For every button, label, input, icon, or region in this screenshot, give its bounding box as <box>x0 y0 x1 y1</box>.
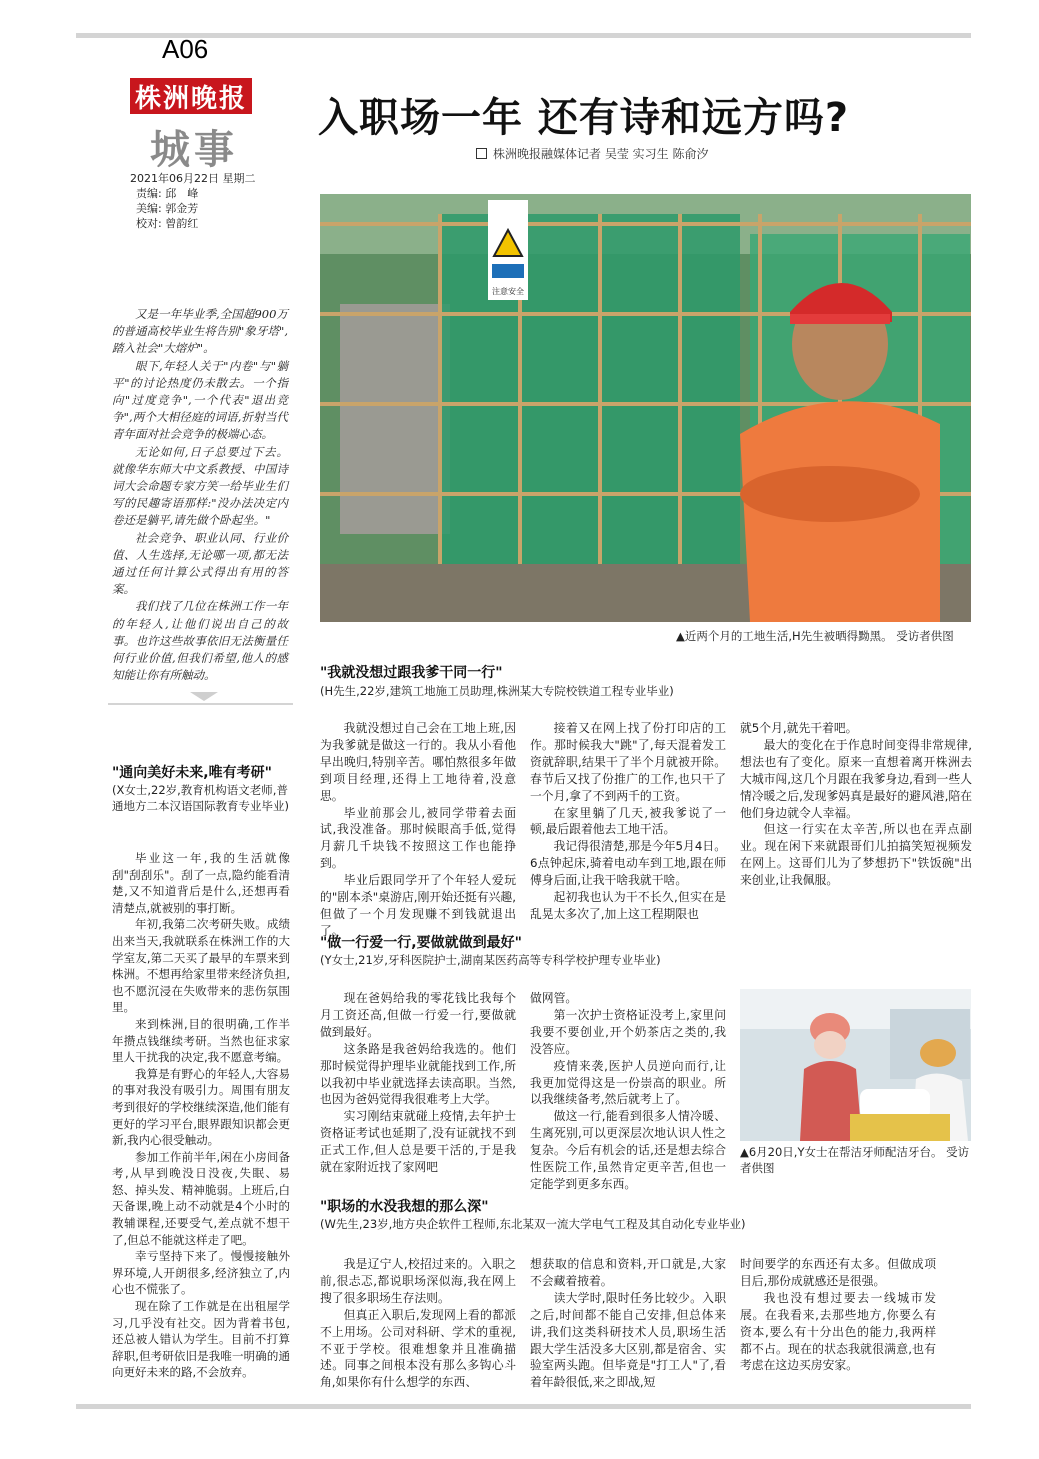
story-y-desc: (Y女士,21岁,牙科医院护士,湖南某医药高等专科学校护理专业毕业) <box>320 953 661 967</box>
paragraph: 我算是有野心的年轻人,大容易的事对我没有吸引力。周围有朋友考到很好的学校继续深造,他们能有更好的学习平台,眼界跟知识都会更新,我内心很受触动。 <box>112 1066 290 1148</box>
paragraph: 起初我也认为干不长久,但实在是乱晃太多次了,加上这工程期限也 <box>530 890 726 921</box>
photo1-caption: ▲近两个月的工地生活,H先生被晒得黝黑。 受访者供图 <box>676 629 954 643</box>
story-x-desc: (X女士,22岁,教育机构语文老师,普通地方二本汉语国际教育专业毕业) <box>112 783 289 813</box>
paragraph: 毕业前那会儿,被同学带着去面试,我没准备。那时候眼高手低,觉得月薪几千块钱不按照这工作也能挣到。 <box>320 805 516 871</box>
paragraph: 现在爸妈给我的零花钱比我每个月工资还高,但做一行爱一行,要做就做到最好。 <box>320 991 516 1039</box>
intro-text <box>112 306 288 684</box>
bottom-rule <box>76 1404 971 1409</box>
story-y-title: "做一行爱一行,要做就做到最好" <box>320 935 522 951</box>
intro-paragraph: 我们找了几位在株洲工作一年的年轻人,让他们说出自己的故事。也许这些故事依旧无法衡量任何行业价值,但我们希望,他人的感知能让你有所触动。 <box>112 599 288 683</box>
paragraph: 接着又在网上找了份打印店的工作。那时候我大"跳"了,每天混着发工资就辞职,结果干了半个月就被开除。春节后又找了份推广的工作,也只干了一个月,拿了不到两千的工资。 <box>530 721 726 803</box>
story-w-desc: (W先生,23岁,地方央企软件工程师,东北某双一流大学电气工程及其自动化专业毕业) <box>320 1217 746 1231</box>
paragraph: 在家里躺了几天,被我爹说了一顿,最后跟着他去工地干活。 <box>530 805 726 837</box>
paragraph: 毕业后跟同学开了个年轻人爱玩的"剧本杀"桌游店,刚开始还挺有兴趣,但做了一个月发现赚不到钱就退出了。 <box>320 873 516 938</box>
story-h-title: "我就没想过跟我爹干同一行" <box>320 665 503 681</box>
proofreader-line: 校对: 曾韵红 <box>136 217 199 230</box>
intro-divider <box>108 703 293 705</box>
square-bullet-icon <box>476 148 487 159</box>
paragraph: 做网管。 <box>530 991 578 1005</box>
date-line: 2021年06月22日 星期二 <box>130 172 256 185</box>
story-y-column-1 <box>320 990 516 1176</box>
story-w-title: "职场的水没我想的那么深" <box>320 1199 489 1215</box>
paragraph: 幸亏坚持下来了。慢慢接触外界环境,人开朗很多,经济独立了,内心也不慌张了。 <box>112 1249 290 1297</box>
paragraph: 这条路是我爸妈给我选的。他们那时候觉得护理毕业就能找到工作,所以我初中毕业就选择去读高职。当然,也因为爸妈觉得我很难考上大学。 <box>320 1041 516 1107</box>
story-x-title: "通向美好未来,唯有考研" <box>112 765 272 781</box>
paragraph: 做这一行,能看到很多人情冷暖、生离死别,可以更深层次地认识人性之复杂。今后有机会的话,还是想去综合性医院工作,虽然肯定更辛苦,但也一定能学到更多东西。 <box>530 1109 726 1191</box>
paragraph: 现在除了工作就是在出租屋学习,几乎没有社交。因为背着书包,还总被人错认为学生。目前不打算辞职,但考研依旧是我唯一明确的通向更好未来的路,不会放弃。 <box>112 1299 290 1380</box>
paragraph: 最大的变化在于作息时间变得非常规律,想法也有了变化。原来一直想着离开株洲去大城市闯,这几个月跟在我爹身边,看到一些人情冷暖之后,发现爹妈真是最好的避风港,陪在他们身边就令人幸福。 <box>740 737 972 820</box>
paragraph: 但这一行实在太辛苦,所以也在弄点副业。现在闲下来就跟哥们儿拍搞笑短视频发在网上。这哥们儿为了梦想扔下"铁饭碗"出来创业,让我佩服。 <box>740 822 972 888</box>
editor-line: 责编: 邱 峰 <box>136 187 199 200</box>
page-number: A06 <box>162 34 209 64</box>
intro-paragraph: 无论如何,日子总要过下去。就像华东师大中文系教授、中国诗词大会命题专家方笑一给毕业生们写的民趣寄语那样:"没办法决定内卷还是躺平,请先做个卧起坐。" <box>112 444 288 528</box>
paragraph: 就5个月,就先干着吧。 <box>740 721 858 735</box>
byline-text: 株洲晚报融媒体记者 吴莹 实习生 陈俞汐 <box>493 147 709 161</box>
paragraph: 我就没想过自己会在工地上班,因为我爹就是做这一行的。我从小看他早出晚归,特别辛苦。哪怕熬很多年做到项目经理,还得上工地待着,没意思。 <box>320 721 516 803</box>
story-h-desc: (H先生,22岁,建筑工地施工员助理,株洲某大专院校铁道工程专业毕业) <box>320 684 674 698</box>
story-h-column-2 <box>530 720 726 923</box>
story-x-column <box>112 850 290 1381</box>
paragraph: 实习刚结束就碰上疫情,去年护士资格证考试也延期了,没有证就找不到正式工作,但人总是要干活的,于是我就在家附近找了家网吧 <box>320 1109 516 1175</box>
paragraph: 来到株洲,目的很明确,工作半年攒点钱继续考研。当然也征求家里人干扰我的决定,我不愿意考编。 <box>112 1016 290 1065</box>
edition-meta <box>130 171 270 231</box>
story-h-column-3 <box>740 720 972 889</box>
paragraph: 毕业这一年,我的生活就像刮"刮刮乐"。刮了一点,隐约能看清楚,又不知道背后是什么,还想再看清楚点,就被别的事打断。 <box>112 851 290 915</box>
paragraph: 想获取的信息和资料,开口就是,大家不会藏着掖着。 <box>530 1257 726 1288</box>
photo2-caption: ▲6月20日,Y女士在帮洁牙师配洁牙台。 受访者供图 <box>740 1145 970 1175</box>
paragraph: 我记得很清楚,那是今年5月4日。6点钟起床,骑着电动车到工地,跟在师傅身后面,让我干啥我就干啥。 <box>530 839 726 888</box>
construction-site-illustration <box>320 194 971 622</box>
paragraph: 时间要学的东西还有太多。但做成项目后,那份成就感还是很强。 <box>740 1257 936 1288</box>
paragraph: 我是辽宁人,校招过来的。入职之前,很忐忑,都说职场深似海,我在网上搜了很多职场生存法则。 <box>320 1257 516 1305</box>
paragraph: 第一次护士资格证没考上,家里问我要不要创业,开个奶茶店之类的,我没答应。 <box>530 1007 726 1056</box>
story-w-column-3 <box>740 1256 936 1374</box>
story-w-column-2 <box>530 1256 726 1391</box>
paragraph: 疫情来袭,医护人员逆向而行,让我更加觉得这是一份崇高的职业。所以我继续备考,然后就考上了。 <box>530 1058 726 1107</box>
chevron-down-icon <box>190 692 218 701</box>
paragraph: 参加工作前半年,闲在小房间备考,从早到晚没日没夜,失眠、易怒、掉头发、精神脆弱。上班后,白天备课,晚上动不动就是4个小时的教辅课程,还要受气,差点就不想干了,但总不能就这样走了吧。 <box>112 1149 290 1247</box>
paragraph: 读大学时,限时任务比较少。入职之后,时间都不能自己安排,但总体来讲,我们这类科研技术人员,职场生活跟大学生活没多大区别,都是宿舍、实验室两头跑。但毕竟是"打工人"了,看着年龄很低,来之即战,短 <box>530 1290 726 1390</box>
story-h-column-1 <box>320 720 516 940</box>
article-headline: 入职场一年 还有诗和远方吗? <box>318 95 850 141</box>
intro-paragraph: 社会竞争、职业认同、行业价值、人生选择,无论哪一项,都无法通过任何计算公式得出有用的答案。 <box>112 530 288 597</box>
newspaper-logo: 株洲晚报 <box>130 78 252 114</box>
article-byline <box>476 145 708 162</box>
paragraph: 但真正入职后,发现网上看的都派不上用场。公司对科研、学术的重视,不亚于学校。很难想象并且准确描述。同事之间根本没有那么多钩心斗角,如果你有什么想学的东西、 <box>320 1307 516 1390</box>
paragraph: 年初,我第二次考研失败。成绩出来当天,我就联系在株洲工作的大学室友,第二天买了最早的车票来到株洲。不想再给家里带来经济负担,也不愿沉浸在失败带来的悲伤氛围里。 <box>112 917 290 1015</box>
story-y-column-2 <box>530 990 726 1193</box>
sign-text: 注意安全 <box>492 287 524 296</box>
top-rule <box>76 33 971 38</box>
section-title: 城事 <box>150 126 238 173</box>
construction-site-photo <box>320 194 971 622</box>
intro-paragraph: 又是一年毕业季,全国超900万的普通高校毕业生将告别"象牙塔",踏入社会"大熔炉"。 <box>112 307 288 356</box>
dental-clinic-illustration <box>740 989 971 1141</box>
dental-clinic-photo <box>740 989 971 1141</box>
story-w-column-1 <box>320 1256 516 1391</box>
intro-paragraph: 眼下,年轻人关于"内卷"与"躺平"的讨论热度仍未散去。一个指向"过度竞争",一个代表"退出竞争",两个大相径庭的词语,折射当代青年面对社会竞争的极端心态。 <box>112 358 288 442</box>
paragraph: 我也没有想过要去一线城市发展。在我看来,去那些地方,你要么有资本,要么有十分出色的能力,我两样都不占。现在的状态我就很满意,也有考虑在这边买房安家。 <box>740 1290 936 1373</box>
art-editor-line: 美编: 郭金芳 <box>136 202 199 215</box>
